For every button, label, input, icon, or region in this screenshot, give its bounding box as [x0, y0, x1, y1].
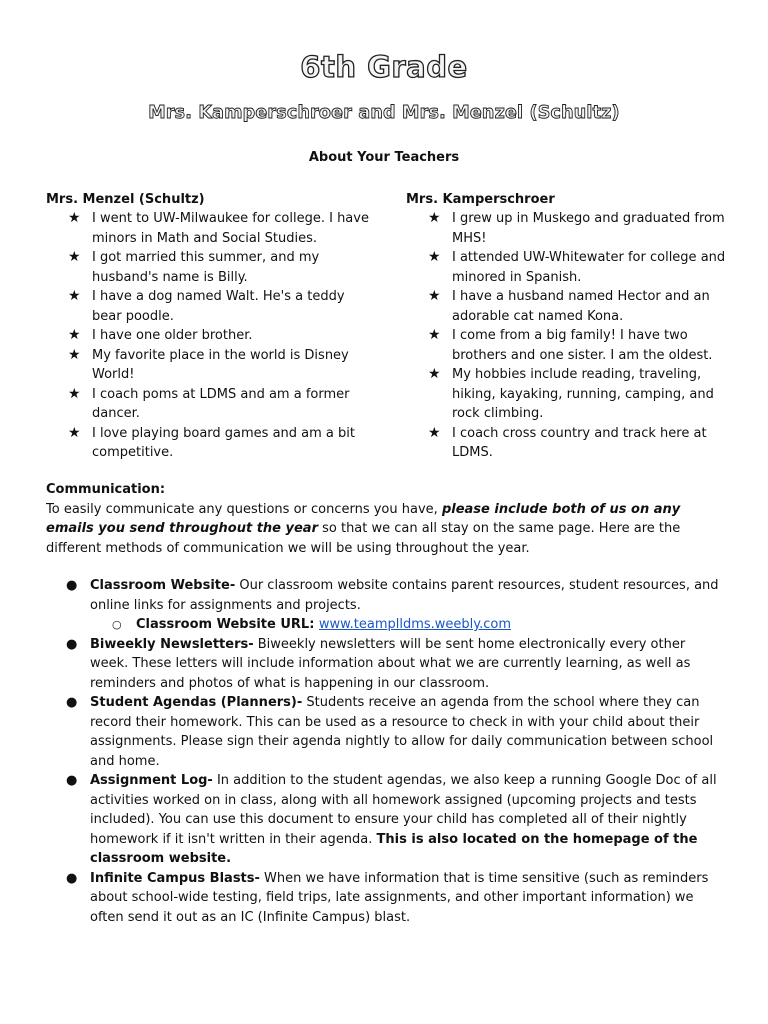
bullet-icon: ● — [66, 695, 78, 710]
list-item: ★ I come from a big family! I have two brothers and one sister. I am the oldest. — [428, 327, 713, 363]
communication-intro: To easily communicate any questions or concerns you have, please include both of us on any emails you send throughout the year so that we can all stay on the same page. Here are the different methods of communication we will be using throughout the year. — [46, 501, 681, 556]
star-icon: ★ — [68, 385, 81, 402]
teacher-facts-list — [46, 209, 376, 463]
list-item-agendas: ● Student Agendas (Planners)- Students receive an agenda from the school where they can record their homework. This can be used as a resource to check in with your child about their assignments. Please sign their agenda nightly to allow for daily communication between school and home. — [66, 695, 714, 769]
list-item: ★ I have a dog named Walt. He's a teddy bear poodle. — [68, 288, 345, 324]
list-item: ★ I grew up in Muskego and graduated from MHS! — [428, 210, 725, 246]
list-item-website-url: ○ Classroom Website URL: www.teamplldms.weebly.com — [90, 615, 726, 635]
bullet-icon: ● — [66, 870, 78, 886]
teacher-column-kamperschroer — [406, 190, 736, 463]
list-item: ★ My hobbies include reading, traveling, hiking, kayaking, running, camping, and rock climbing. — [428, 366, 714, 421]
list-item-assignment-log: ● Assignment Log- In addition to the student agendas, we also keep a running Google Doc of all activities worked on in class, along with all homework assigned (upcoming projects and tests included). You can use this document to ensure your child has completed all of their nightly homework if it isn't written in their agenda. This is also located on the homepage of the classroom website. — [66, 773, 717, 866]
list-item: ★ I attended UW-Whitewater for college and minored in Spanish. — [428, 249, 726, 285]
page-title: 6th Grade — [300, 50, 468, 84]
list-item-classroom-website: ● Classroom Website- Our classroom website contains parent resources, student resources, and online links for assignments and projects. ○ Classroom Website URL: www.teamplldms.weebly.com — [46, 576, 726, 635]
bullet-icon: ● — [66, 578, 78, 593]
list-item: ★ I went to UW-Milwaukee for college. I have minors in Math and Social Studies. — [68, 210, 369, 246]
page-subtitle: Mrs. Kamperschroer and Mrs. Menzel (Schultz) — [148, 103, 620, 123]
list-item: ★ I have a husband named Hector and an adorable cat named Kona. — [428, 288, 710, 324]
classroom-website-link[interactable]: www.teamplldms.weebly.com — [318, 617, 512, 632]
communication-methods-list — [46, 576, 726, 927]
list-item: ★ I coach cross country and track here at LDMS. — [428, 424, 707, 460]
communication-section — [46, 480, 726, 558]
star-icon: ★ — [68, 288, 81, 304]
emphasis-text: please include both of us on any emails you send throughout the year — [46, 501, 681, 536]
bullet-icon: ● — [66, 636, 78, 652]
star-icon: ★ — [428, 288, 441, 304]
star-icon: ★ — [428, 210, 441, 226]
star-icon: ★ — [428, 366, 441, 382]
teacher-name: Mrs. Menzel (Schultz) — [46, 192, 205, 207]
star-icon: ★ — [68, 249, 81, 265]
star-icon: ★ — [428, 424, 441, 441]
communication-heading: Communication: — [46, 482, 166, 497]
star-icon: ★ — [428, 327, 441, 343]
list-item: ★ My favorite place in the world is Disney World! — [68, 346, 349, 382]
list-item-infinite-campus: ● Infinite Campus Blasts- When we have information that is time sensitive (such as reminders about school-wide testing, field trips, late assignments, and other important information) we often send it out as an IC (Infinite Campus) blast. — [66, 870, 709, 925]
teacher-column-menzel — [46, 190, 376, 463]
about-heading: About Your Teachers — [308, 150, 460, 165]
list-item: ★ I love playing board games and am a bit competitive. — [68, 424, 355, 460]
circle-bullet-icon: ○ — [112, 618, 122, 631]
list-item-newsletters: ● Biweekly Newsletters- Biweekly newsletters will be sent home electronically every other week. These letters will include information about what we are currently learning, as well as reminders and photos of what is happening in our classroom. — [66, 636, 691, 691]
star-icon: ★ — [68, 346, 81, 363]
teacher-facts-list — [406, 209, 736, 463]
sub-list — [90, 615, 726, 635]
star-icon: ★ — [428, 249, 441, 265]
star-icon: ★ — [68, 327, 81, 343]
teacher-name: Mrs. Kamperschroer — [406, 192, 555, 207]
list-item: ★ I have one older brother. — [46, 326, 376, 346]
star-icon: ★ — [68, 424, 81, 441]
bullet-icon: ● — [66, 773, 78, 788]
list-item: ★ I coach poms at LDMS and am a former dancer. — [68, 385, 350, 421]
list-item: ★ I got married this summer, and my husband's name is Billy. — [68, 249, 320, 285]
star-icon: ★ — [68, 210, 81, 226]
